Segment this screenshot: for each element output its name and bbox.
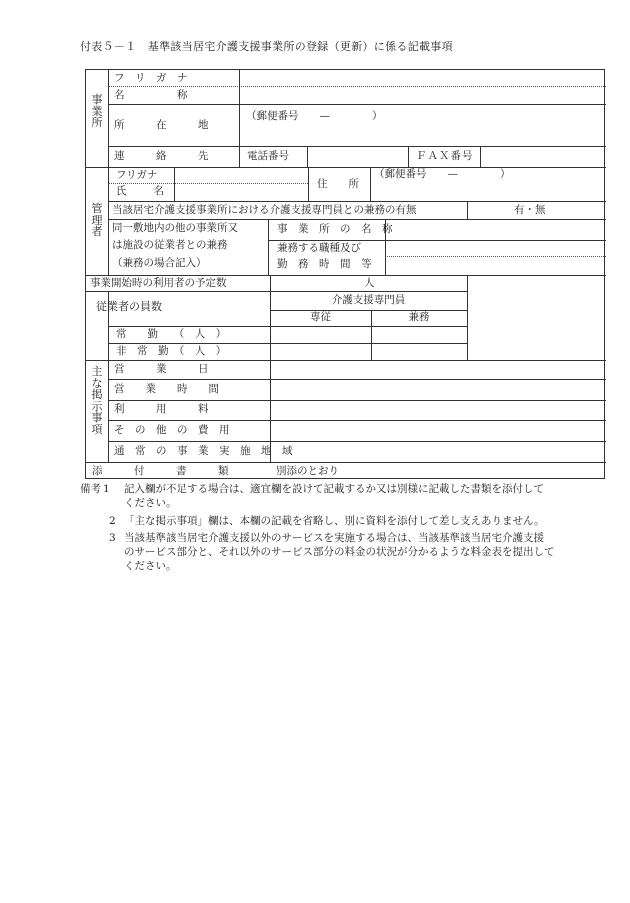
office-section-label: 事業所 bbox=[91, 93, 103, 130]
concurrent-duty-question: 当該居宅介護支援事業所における介護支援専門員との兼務の有無 bbox=[112, 204, 417, 216]
office-address-label: 所 在 地 bbox=[114, 119, 209, 131]
manager-postal-code-label: （郵便番号 — ） bbox=[374, 168, 511, 180]
care-manager-label: 介護支援専門員 bbox=[331, 294, 406, 306]
attachments-label: 添 付 書 類 bbox=[92, 465, 229, 477]
fulltime-only-label: 専従 bbox=[310, 311, 331, 323]
note-number: 2 bbox=[109, 515, 116, 527]
staff-count-label: 従業者の員数 bbox=[96, 300, 162, 313]
expected-users-label: 事業開始時の利用者の予定数 bbox=[90, 277, 227, 289]
fax-number-label: ＦＡＸ番号 bbox=[416, 150, 474, 162]
note-text: 記入欄が不足する場合は、適宜欄を設けて記載するか又は別様に記載した書類を添付して ください。 bbox=[124, 483, 544, 510]
users-unit-label: 人 bbox=[364, 277, 375, 289]
manager-section-label: 管理者 bbox=[91, 202, 103, 239]
other-duties-label-line1: 同一敷地内の他の事業所又 bbox=[112, 222, 238, 234]
other-costs-label: そ の 他 の 費 用 bbox=[114, 424, 230, 436]
fulltime-staff-label: 常 勤 （ 人 ） bbox=[116, 328, 227, 340]
other-duties-label-line3: （兼務の場合記入） bbox=[112, 257, 207, 269]
attachments-value: 別添のとおり bbox=[276, 465, 339, 477]
office-contact-label: 連 絡 先 bbox=[114, 150, 209, 162]
registration-form-table bbox=[85, 69, 605, 479]
other-position-label-line2: 勤 務 時 間 等 bbox=[277, 258, 372, 270]
page-title: 付表５－１ 基準該当居宅介護支援事業所の登録（更新）に係る記載事項 bbox=[80, 40, 453, 53]
note-text: 「主な掲示事項」欄は、本欄の記載を省略し、別に資料を添付して差し支えありません。 bbox=[124, 515, 545, 527]
usage-fee-label: 利 用 料 bbox=[114, 403, 209, 415]
manager-furigana-label: フリガナ bbox=[116, 169, 158, 181]
note-number: 1 bbox=[103, 483, 110, 495]
other-position-label-line1: 兼務する職種及び bbox=[277, 242, 361, 254]
office-furigana-label: フ リ ガ ナ bbox=[114, 72, 188, 84]
concurrent-label: 兼務 bbox=[408, 311, 430, 323]
notes-heading: 備考 bbox=[80, 483, 101, 495]
service-area-label: 通 常 の 事 業 実 施 地 域 bbox=[114, 445, 293, 457]
manager-address-label: 住 所 bbox=[317, 178, 359, 190]
business-days-label: 営 業 日 bbox=[114, 363, 209, 375]
manager-name-label: 氏 名 bbox=[116, 185, 166, 197]
other-duties-label-line2: は施設の従業者との兼務 bbox=[112, 239, 228, 251]
posted-items-section-label: 主な掲示事項 bbox=[91, 365, 103, 436]
other-office-name-label: 事 業 所 の 名 称 bbox=[277, 223, 393, 235]
note-text: 当該基準該当居宅介護支援以外のサービスを実施する場合は、当該基準該当居宅介護支援 のサービス部分と、それ以外のサービス部分の料金の状況が分かるような料金表を提出して ください。 bbox=[124, 532, 555, 573]
concurrent-duty-answer: 有・無 bbox=[514, 204, 546, 216]
parttime-staff-label: 非 常 勤 （ 人 ） bbox=[116, 345, 227, 357]
note-number: 3 bbox=[109, 532, 116, 544]
business-hours-label: 営 業 時 間 bbox=[114, 383, 219, 395]
office-name-label: 名 称 bbox=[114, 89, 188, 101]
office-postal-code-label: （郵便番号 — ） bbox=[246, 110, 383, 122]
phone-number-label: 電話番号 bbox=[247, 150, 289, 162]
